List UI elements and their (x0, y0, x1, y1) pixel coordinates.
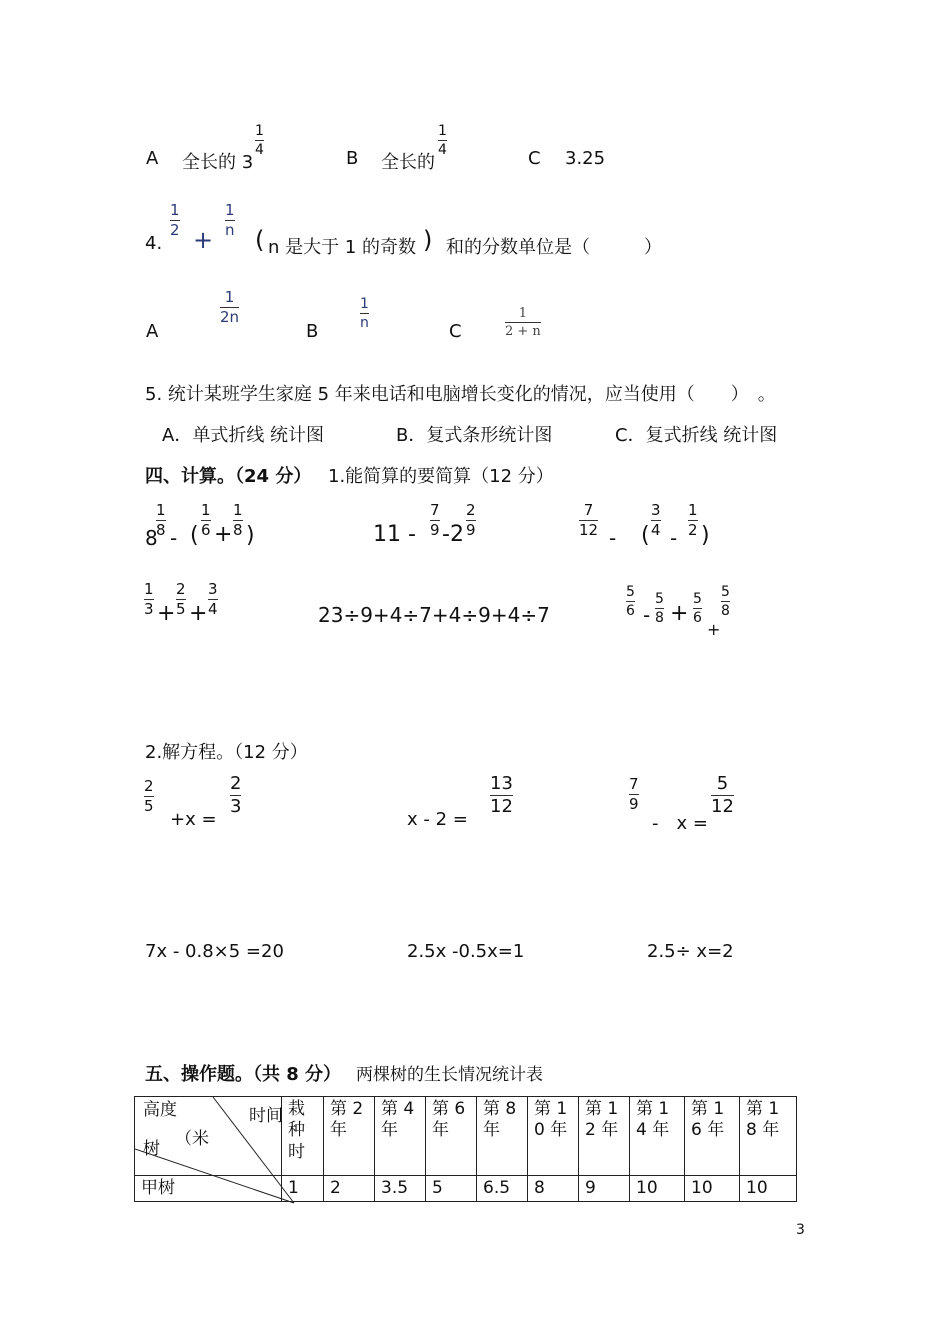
calc-e6-frac4: $\frac{5}{8}$ (721, 584, 730, 619)
q4-paren-close: ) (423, 226, 433, 254)
calc-e6-frac2: $\frac{5}{8}$ (655, 591, 664, 626)
table-cell: 10 (740, 1176, 797, 1202)
calc-e6-minus: - (643, 603, 651, 627)
table-header-cell: 第 2 年 (324, 1097, 375, 1176)
section4-sub1: 1.能简算的要简算（12 分） (328, 466, 554, 487)
calc-e6-plus2: + (707, 620, 721, 639)
page-number: 3 (796, 1222, 805, 1238)
corner-unit-label: （米 (175, 1129, 209, 1149)
table-cell: 6.5 (477, 1176, 528, 1202)
calc-e3-minus2: - (670, 526, 678, 550)
q3-option-a-text: 全长的 3 (182, 152, 254, 173)
corner-time-label: 时间 (249, 1106, 283, 1126)
calc-e3-frac3: $\frac{1}{2}$ (688, 501, 698, 539)
eq5: 2.5x -0.5x=1 (407, 941, 525, 962)
table-cell: 3.5 (375, 1176, 426, 1202)
calc-e3-rparen: ) (701, 523, 710, 548)
q4-option-a-label: A (146, 321, 159, 342)
table-cell: 5 (426, 1176, 477, 1202)
calc-e1-lparen: ( (190, 523, 199, 548)
table-cell: 1 (282, 1176, 324, 1202)
q4-question: 和的分数单位是（ ） (446, 237, 662, 258)
q3-option-c-label: C (528, 148, 541, 169)
table-cell: 9 (579, 1176, 630, 1202)
eq1-frac2: $\frac{2}{3}$ (230, 773, 242, 817)
calc-e3-frac2: $\frac{3}{4}$ (651, 501, 661, 539)
q4-option-a-fraction: $\frac{1}{2n}$ (220, 288, 240, 326)
calc-e4-plus1: + (157, 601, 176, 626)
table-header-row (135, 1097, 797, 1176)
eq3-text: - x = (652, 813, 708, 834)
calc-e1-whole: 8 (145, 526, 158, 550)
table-header-cell: 第 12 年 (579, 1097, 630, 1176)
table-header-cell: 第 14 年 (630, 1097, 685, 1176)
calc-e1-frac2: $\frac{1}{6}$ (201, 501, 211, 539)
calc-e4-frac2: $\frac{2}{5}$ (176, 580, 186, 618)
table-cell: 10 (630, 1176, 685, 1202)
q5-question: 5. 统计某班学生家庭 5 年来电话和电脑增长变化的情况，应当使用（ ） 。 (145, 384, 776, 405)
calc-e1-frac3: $\frac{1}{8}$ (233, 501, 243, 539)
eq6: 2.5÷ x=2 (647, 941, 734, 962)
eq2-frac: $\frac{13}{12}$ (490, 773, 513, 817)
calc-e1-plus: + (214, 522, 233, 547)
q4-number: 4. (145, 233, 163, 254)
calc-e2-frac2: $\frac{2}{9}$ (466, 501, 476, 539)
q4-fraction-1: $\frac{1}{2}$ (170, 201, 180, 239)
q4-condition: n 是大于 1 的奇数 (268, 237, 417, 258)
calc-e6-frac3: $\frac{5}{6}$ (693, 591, 702, 626)
calc-e3-frac1: $\frac{7}{12}$ (579, 501, 599, 539)
calc-e3-minus: - (609, 526, 617, 550)
table-cell: 8 (528, 1176, 579, 1202)
q4-plus: + (193, 226, 214, 254)
q4-fraction-2: $\frac{1}{n}$ (225, 201, 235, 239)
eq3-frac2: $\frac{5}{12}$ (711, 773, 734, 817)
calc-e2-a: 11 - (373, 522, 416, 547)
section5-title: 五、操作题。（共 8 分） (145, 1064, 342, 1085)
table-header-cell: 第 4 年 (375, 1097, 426, 1176)
calc-e4-frac3: $\frac{3}{4}$ (208, 580, 218, 618)
q3-option-c-text: 3.25 (565, 148, 606, 169)
calc-e6-plus: + (670, 601, 689, 626)
q3-option-a-fraction: $\frac{1}{4}$ (255, 123, 264, 158)
calc-e1-rparen: ) (246, 523, 255, 548)
calc-e1-frac1: $\frac{1}{8}$ (156, 501, 166, 539)
eq2-text: x - 2 = (407, 809, 468, 830)
calc-e4-frac1: $\frac{1}{3}$ (144, 580, 154, 618)
table-header-cell: 栽种时 (282, 1097, 324, 1176)
table-row-name: 甲树 (135, 1176, 282, 1202)
growth-table (134, 1096, 797, 1202)
calc-e2-frac1: $\frac{7}{9}$ (430, 501, 440, 539)
q4-option-c-fraction: $\frac{1}{2 + n}$ (505, 306, 541, 339)
table-cell: 10 (685, 1176, 740, 1202)
eq1-frac1: $\frac{2}{5}$ (144, 777, 154, 815)
eq3-frac1: $\frac{7}{9}$ (629, 775, 639, 813)
calc-e2-b: -2 (442, 522, 464, 547)
section5-subtitle: 两棵树的生长情况统计表 (356, 1065, 543, 1085)
calc-e4-plus2: + (189, 601, 208, 626)
section4-title: 四、计算。（24 分） (145, 466, 312, 487)
q4-option-b-fraction: $\frac{1}{n}$ (360, 296, 369, 331)
table-header-cell: 第 6 年 (426, 1097, 477, 1176)
calc-e1-minus: - (170, 526, 178, 550)
q3-option-b-fraction: $\frac{1}{4}$ (438, 123, 447, 158)
eq4: 7x - 0.8×5 =20 (145, 941, 284, 962)
corner-tree-label: 树 (143, 1139, 160, 1159)
table-header-cell: 第 10 年 (528, 1097, 579, 1176)
table-header-cell: 第 8 年 (477, 1097, 528, 1176)
q5-option-c: C．复式折线 统计图 (615, 425, 778, 446)
table-header-cell: 第 16 年 (685, 1097, 740, 1176)
calc-e3-lparen: ( (641, 523, 650, 548)
q3-option-a-label: A (146, 148, 159, 169)
q5-option-b: B．复式条形统计图 (396, 425, 553, 446)
calc-e6-frac1: $\frac{5}{6}$ (626, 584, 635, 619)
q4-option-b-label: B (306, 321, 319, 342)
q5-option-a: A．单式折线 统计图 (162, 425, 325, 446)
q3-option-b-label: B (346, 148, 359, 169)
section4-sub2: 2.解方程。（12 分） (145, 742, 308, 763)
q4-paren-open: ( (255, 226, 265, 254)
table-header-cell: 第 18 年 (740, 1097, 797, 1176)
q3-option-b-text: 全长的 (381, 152, 435, 173)
q4-option-c-label: C (449, 321, 462, 342)
eq1-text: +x = (170, 809, 217, 830)
table-cell: 2 (324, 1176, 375, 1202)
corner-height-label: 高度 (143, 1100, 177, 1120)
calc-e5: 23÷9+4÷7+4÷9+4÷7 (318, 603, 550, 627)
table-corner-cell (135, 1097, 282, 1176)
